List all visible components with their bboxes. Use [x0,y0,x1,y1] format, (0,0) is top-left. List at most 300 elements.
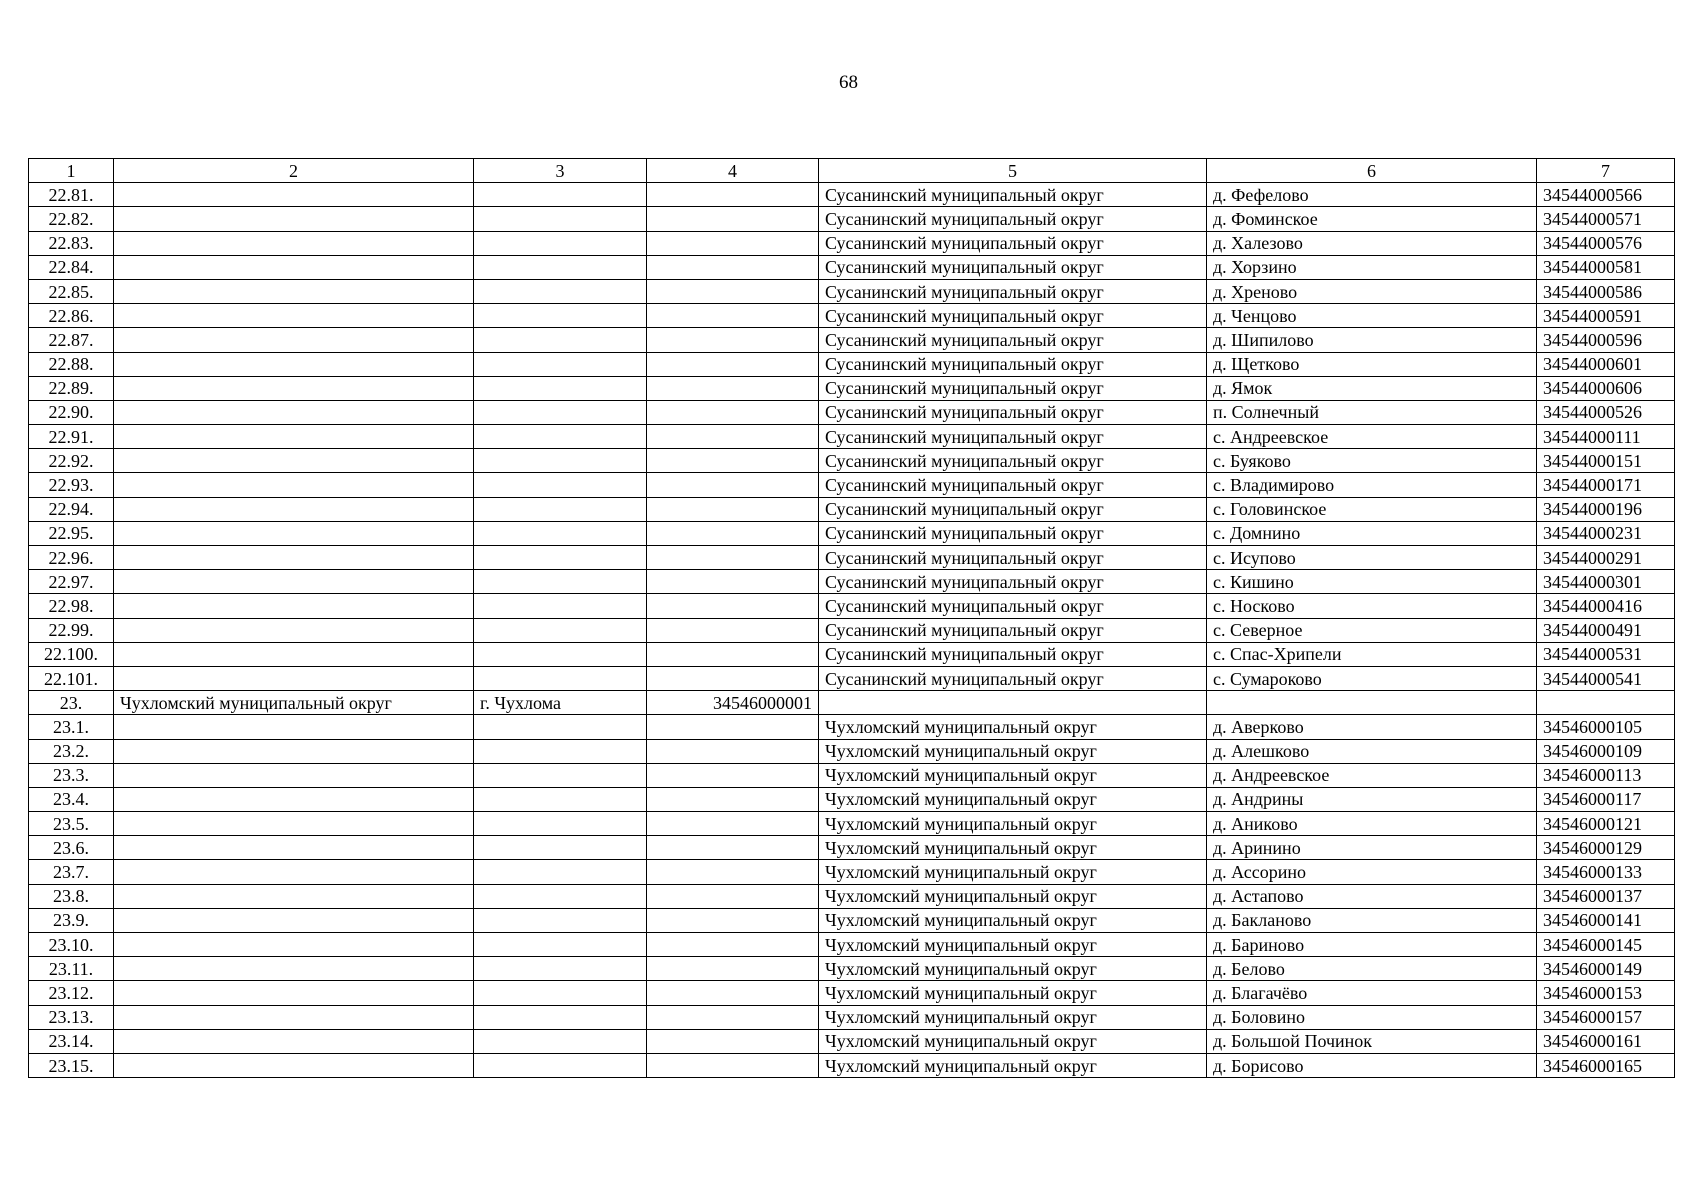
table-row [29,836,1675,860]
table-cell-col-7: 34544000586 [1537,279,1675,303]
table-cell-col-7: 34544000581 [1537,255,1675,279]
table-cell-col-4 [647,1005,819,1029]
table-row [29,183,1675,207]
table-cell-col-5: Чухломский муниципальный округ [819,836,1207,860]
table-cell-col-6: д. Большой Починок [1207,1029,1537,1053]
table-cell-col-4 [647,497,819,521]
table-cell-col-5: Чухломский муниципальный округ [819,860,1207,884]
table-cell-col-2 [114,933,474,957]
table-cell-col-3: г. Чухлома [474,691,647,715]
table-cell-col-6: д. Фоминское [1207,207,1537,231]
table-cell-col-6: д. Ассорино [1207,860,1537,884]
table-cell-col-3 [474,763,647,787]
settlements-table [28,158,1675,1078]
table-cell-col-3 [474,497,647,521]
table-cell-col-7: 34546000141 [1537,908,1675,932]
table-cell-col-5: Сусанинский муниципальный округ [819,231,1207,255]
table-cell-col-1: 22.95. [29,521,114,545]
table-cell-col-1: 23.13. [29,1005,114,1029]
table-row [29,763,1675,787]
table-cell-col-1: 23.10. [29,933,114,957]
table-cell-col-6: д. Белово [1207,957,1537,981]
table-cell-col-6: д. Фефелово [1207,183,1537,207]
table-cell-col-6: д. Аверково [1207,715,1537,739]
table-cell-col-7: 34544000601 [1537,352,1675,376]
column-header-1: 1 [29,159,114,183]
table-cell-col-4 [647,183,819,207]
table-cell-col-6: д. Ченцово [1207,304,1537,328]
table-cell-col-3 [474,812,647,836]
table-cell-col-7: 34546000161 [1537,1029,1675,1053]
table-cell-col-2 [114,425,474,449]
table-cell-col-5 [819,691,1207,715]
table-row [29,1029,1675,1053]
table-cell-col-3 [474,618,647,642]
table-cell-col-3 [474,666,647,690]
table-cell-col-1: 22.86. [29,304,114,328]
table-cell-col-5: Чухломский муниципальный округ [819,787,1207,811]
table-cell-col-2 [114,981,474,1005]
table-row [29,884,1675,908]
table-cell-col-1: 22.90. [29,400,114,424]
table-cell-col-4 [647,328,819,352]
table-cell-col-2 [114,884,474,908]
table-cell-col-2 [114,860,474,884]
table-cell-col-3 [474,715,647,739]
table-cell-col-6: д. Шипилово [1207,328,1537,352]
table-cell-col-7: 34544000111 [1537,425,1675,449]
table-cell-col-5: Сусанинский муниципальный округ [819,400,1207,424]
table-cell-col-4 [647,521,819,545]
table-cell-col-6: с. Сумароково [1207,666,1537,690]
table-cell-col-6: с. Головинское [1207,497,1537,521]
table-cell-col-5: Сусанинский муниципальный округ [819,328,1207,352]
table-cell-col-6: д. Благачёво [1207,981,1537,1005]
table-cell-col-2 [114,328,474,352]
table-cell-col-5: Чухломский муниципальный округ [819,739,1207,763]
table-cell-col-4 [647,255,819,279]
table-cell-col-3 [474,376,647,400]
table-row [29,521,1675,545]
table-cell-col-4 [647,642,819,666]
table-cell-col-7: 34546000113 [1537,763,1675,787]
table-cell-col-7: 34544000231 [1537,521,1675,545]
table-cell-col-3 [474,207,647,231]
table-cell-col-6: д. Щетково [1207,352,1537,376]
table-row [29,860,1675,884]
table-cell-col-3 [474,860,647,884]
table-cell-col-4 [647,376,819,400]
table-cell-col-7: 34546000157 [1537,1005,1675,1029]
table-cell-col-4 [647,666,819,690]
table-cell-col-4 [647,908,819,932]
table-cell-col-4 [647,473,819,497]
table-row [29,207,1675,231]
column-header-2: 2 [114,159,474,183]
table-cell-col-5: Сусанинский муниципальный округ [819,376,1207,400]
table-cell-col-2 [114,763,474,787]
table-cell-col-2 [114,521,474,545]
table-row [29,1053,1675,1077]
table-cell-col-2 [114,473,474,497]
table-cell-col-3 [474,279,647,303]
table-row [29,546,1675,570]
table-cell-col-4 [647,231,819,255]
table-row [29,739,1675,763]
table-cell-col-1: 23.15. [29,1053,114,1077]
table-cell-col-2 [114,255,474,279]
table-cell-col-6: д. Бакланово [1207,908,1537,932]
table-row [29,642,1675,666]
table-cell-col-1: 22.82. [29,207,114,231]
table-cell-col-7: 34546000133 [1537,860,1675,884]
table-cell-col-4 [647,1053,819,1077]
table-row [29,666,1675,690]
table-cell-col-5: Сусанинский муниципальный округ [819,207,1207,231]
table-cell-col-2 [114,376,474,400]
table-cell-col-7: 34546000149 [1537,957,1675,981]
table-cell-col-6: д. Ямок [1207,376,1537,400]
table-cell-col-5: Чухломский муниципальный округ [819,812,1207,836]
table-body [29,183,1675,1078]
table-cell-col-3 [474,183,647,207]
table-cell-col-4 [647,400,819,424]
table-cell-col-3 [474,304,647,328]
table-cell-col-5: Чухломский муниципальный округ [819,908,1207,932]
table-cell-col-6: с. Владимирово [1207,473,1537,497]
table-cell-col-6: д. Борисово [1207,1053,1537,1077]
table-cell-col-2 [114,787,474,811]
table-cell-col-2: Чухломский муниципальный округ [114,691,474,715]
table-cell-col-2 [114,400,474,424]
table-cell-col-6: д. Боловино [1207,1005,1537,1029]
table-cell-col-5: Сусанинский муниципальный округ [819,352,1207,376]
table-cell-col-4 [647,787,819,811]
table-cell-col-4 [647,207,819,231]
table-cell-col-1: 22.92. [29,449,114,473]
table-cell-col-6: с. Носково [1207,594,1537,618]
table-cell-col-4 [647,618,819,642]
table-cell-col-7: 34546000137 [1537,884,1675,908]
table-cell-col-1: 23.11. [29,957,114,981]
table-cell-col-1: 22.81. [29,183,114,207]
table-cell-col-7: 34546000145 [1537,933,1675,957]
table-cell-col-1: 22.100. [29,642,114,666]
table-cell-col-7: 34544000171 [1537,473,1675,497]
table-row [29,691,1675,715]
table-cell-col-3 [474,1029,647,1053]
table-cell-col-7: 34544000566 [1537,183,1675,207]
table-row [29,787,1675,811]
table-cell-col-5: Сусанинский муниципальный округ [819,642,1207,666]
table-cell-col-5: Сусанинский муниципальный округ [819,618,1207,642]
table-cell-col-2 [114,715,474,739]
table-row [29,594,1675,618]
table-row [29,352,1675,376]
table-cell-col-7: 34546000129 [1537,836,1675,860]
table-cell-col-1: 23.4. [29,787,114,811]
table-cell-col-2 [114,957,474,981]
table-row [29,812,1675,836]
column-header-5: 5 [819,159,1207,183]
table-cell-col-3 [474,594,647,618]
table-cell-col-5: Сусанинский муниципальный округ [819,570,1207,594]
table-row [29,425,1675,449]
table-cell-col-3 [474,473,647,497]
table-cell-col-3 [474,1053,647,1077]
table-cell-col-6: с. Андреевское [1207,425,1537,449]
table-cell-col-6: д. Халезово [1207,231,1537,255]
table-cell-col-3 [474,231,647,255]
table-cell-col-5: Сусанинский муниципальный округ [819,425,1207,449]
table-cell-col-7: 34544000541 [1537,666,1675,690]
page-number: 68 [839,72,858,93]
column-header-6: 6 [1207,159,1537,183]
table-row [29,981,1675,1005]
table-cell-col-3 [474,836,647,860]
table-row [29,231,1675,255]
table-cell-col-1: 22.88. [29,352,114,376]
table-cell-col-7: 34544000196 [1537,497,1675,521]
table-cell-col-2 [114,1005,474,1029]
table-row [29,279,1675,303]
table-cell-col-4 [647,957,819,981]
table-row [29,376,1675,400]
table-cell-col-2 [114,908,474,932]
table-cell-col-2 [114,812,474,836]
table-row [29,328,1675,352]
table-cell-col-4 [647,570,819,594]
table-cell-col-7: 34544000596 [1537,328,1675,352]
table-cell-col-2 [114,1053,474,1077]
table-cell-col-3 [474,570,647,594]
table-cell-col-1: 23.1. [29,715,114,739]
table-cell-col-5: Сусанинский муниципальный округ [819,279,1207,303]
column-header-7: 7 [1537,159,1675,183]
table-cell-col-5: Чухломский муниципальный округ [819,884,1207,908]
table-cell-col-1: 22.84. [29,255,114,279]
table-cell-col-2 [114,666,474,690]
table-cell-col-3 [474,328,647,352]
table-cell-col-5: Сусанинский муниципальный округ [819,255,1207,279]
table-cell-col-5: Сусанинский муниципальный округ [819,546,1207,570]
table-cell-col-3 [474,981,647,1005]
table-cell-col-4 [647,279,819,303]
table-cell-col-4 [647,425,819,449]
column-header-3: 3 [474,159,647,183]
table-row [29,255,1675,279]
table-cell-col-1: 22.96. [29,546,114,570]
table-cell-col-6: д. Андреевское [1207,763,1537,787]
table-cell-col-3 [474,787,647,811]
table-cell-col-6: с. Буяково [1207,449,1537,473]
table-cell-col-3 [474,739,647,763]
table-cell-col-2 [114,594,474,618]
table-cell-col-3 [474,546,647,570]
table-cell-col-7: 34544000576 [1537,231,1675,255]
table-cell-col-1: 22.89. [29,376,114,400]
table-cell-col-2 [114,183,474,207]
table-cell-col-7: 34544000301 [1537,570,1675,594]
table-cell-col-5: Чухломский муниципальный округ [819,957,1207,981]
table-cell-col-5: Сусанинский муниципальный округ [819,183,1207,207]
table-cell-col-4 [647,546,819,570]
table-cell-col-2 [114,231,474,255]
table-cell-col-4 [647,933,819,957]
table-cell-col-1: 22.98. [29,594,114,618]
table-cell-col-6: с. Исупово [1207,546,1537,570]
table-cell-col-4 [647,352,819,376]
table-cell-col-5: Чухломский муниципальный округ [819,763,1207,787]
table-cell-col-3 [474,933,647,957]
table-cell-col-1: 23.9. [29,908,114,932]
table-cell-col-4 [647,981,819,1005]
table-cell-col-1: 23.14. [29,1029,114,1053]
table-cell-col-6: д. Хорзино [1207,255,1537,279]
table-cell-col-6: с. Домнино [1207,521,1537,545]
table-cell-col-2 [114,836,474,860]
table-cell-col-5: Чухломский муниципальный округ [819,933,1207,957]
table-cell-col-2 [114,642,474,666]
table-row [29,715,1675,739]
column-header-4: 4 [647,159,819,183]
table-cell-col-1: 23.3. [29,763,114,787]
table-cell-col-1: 22.94. [29,497,114,521]
table-cell-col-7: 34544000526 [1537,400,1675,424]
table-cell-col-5: Чухломский муниципальный округ [819,1005,1207,1029]
table-cell-col-3 [474,957,647,981]
table-cell-col-3 [474,352,647,376]
table-cell-col-1: 22.83. [29,231,114,255]
table-cell-col-3 [474,400,647,424]
table-cell-col-6: п. Солнечный [1207,400,1537,424]
table-row [29,400,1675,424]
table-cell-col-1: 22.99. [29,618,114,642]
table-cell-col-1: 23.8. [29,884,114,908]
table-row [29,933,1675,957]
table-header-row [29,159,1675,183]
table-cell-col-2 [114,304,474,328]
table-cell-col-7: 34544000491 [1537,618,1675,642]
table-cell-col-7: 34546000105 [1537,715,1675,739]
table-cell-col-3 [474,884,647,908]
table-cell-col-3 [474,1005,647,1029]
table-cell-col-2 [114,618,474,642]
table-cell-col-5: Чухломский муниципальный округ [819,1053,1207,1077]
table-cell-col-5: Сусанинский муниципальный округ [819,449,1207,473]
table-cell-col-5: Чухломский муниципальный округ [819,981,1207,1005]
table-cell-col-6: с. Спас-Хрипели [1207,642,1537,666]
table-cell-col-6: д. Аринино [1207,836,1537,860]
table-cell-col-7: 34546000153 [1537,981,1675,1005]
table-cell-col-5: Сусанинский муниципальный округ [819,304,1207,328]
table-cell-col-5: Сусанинский муниципальный округ [819,594,1207,618]
table-cell-col-6: д. Хреново [1207,279,1537,303]
table-cell-col-4: 34546000001 [647,691,819,715]
table-cell-col-4 [647,715,819,739]
table-cell-col-3 [474,449,647,473]
table-cell-col-3 [474,425,647,449]
table-cell-col-4 [647,763,819,787]
table-cell-col-4 [647,449,819,473]
table-cell-col-6: д. Бариново [1207,933,1537,957]
table-cell-col-1: 22.85. [29,279,114,303]
table-row [29,957,1675,981]
table-cell-col-6: д. Аниково [1207,812,1537,836]
table-cell-col-1: 23.5. [29,812,114,836]
table-row [29,618,1675,642]
table-cell-col-1: 23.12. [29,981,114,1005]
table-cell-col-4 [647,739,819,763]
table-cell-col-1: 22.101. [29,666,114,690]
table-row [29,908,1675,932]
table-cell-col-7: 34544000571 [1537,207,1675,231]
table-cell-col-3 [474,521,647,545]
table-cell-col-7: 34544000606 [1537,376,1675,400]
table-cell-col-7: 34544000591 [1537,304,1675,328]
table-cell-col-4 [647,1029,819,1053]
table-cell-col-7: 34546000121 [1537,812,1675,836]
table-cell-col-2 [114,449,474,473]
table-cell-col-2 [114,570,474,594]
table-cell-col-2 [114,1029,474,1053]
table-cell-col-2 [114,739,474,763]
table-cell-col-2 [114,207,474,231]
table-cell-col-1: 22.87. [29,328,114,352]
table-cell-col-5: Чухломский муниципальный округ [819,715,1207,739]
table-cell-col-5: Сусанинский муниципальный округ [819,497,1207,521]
table-cell-col-7: 34546000109 [1537,739,1675,763]
table-cell-col-5: Сусанинский муниципальный округ [819,666,1207,690]
table-row [29,304,1675,328]
table-cell-col-6: д. Андрины [1207,787,1537,811]
table-cell-col-3 [474,908,647,932]
table-cell-col-6: д. Алешково [1207,739,1537,763]
table-cell-col-1: 22.91. [29,425,114,449]
table-cell-col-6: с. Кишино [1207,570,1537,594]
table-cell-col-7: 34546000117 [1537,787,1675,811]
table-cell-col-4 [647,860,819,884]
table-cell-col-7: 34546000165 [1537,1053,1675,1077]
table-cell-col-4 [647,304,819,328]
table-cell-col-1: 22.97. [29,570,114,594]
table-row [29,1005,1675,1029]
table-cell-col-7: 34544000416 [1537,594,1675,618]
table-cell-col-4 [647,884,819,908]
table-cell-col-2 [114,546,474,570]
table-row [29,449,1675,473]
table-cell-col-6 [1207,691,1537,715]
table-row [29,473,1675,497]
table-cell-col-4 [647,594,819,618]
table-cell-col-1: 23. [29,691,114,715]
table-cell-col-6: с. Северное [1207,618,1537,642]
table-row [29,497,1675,521]
table-cell-col-5: Сусанинский муниципальный округ [819,521,1207,545]
table-cell-col-3 [474,255,647,279]
table-cell-col-1: 23.6. [29,836,114,860]
table-cell-col-7: 34544000291 [1537,546,1675,570]
table-cell-col-1: 22.93. [29,473,114,497]
table-cell-col-3 [474,642,647,666]
table-cell-col-7 [1537,691,1675,715]
table-cell-col-6: д. Астапово [1207,884,1537,908]
table-cell-col-7: 34544000531 [1537,642,1675,666]
table-row [29,570,1675,594]
table-cell-col-4 [647,836,819,860]
table-cell-col-5: Сусанинский муниципальный округ [819,473,1207,497]
table-cell-col-2 [114,279,474,303]
